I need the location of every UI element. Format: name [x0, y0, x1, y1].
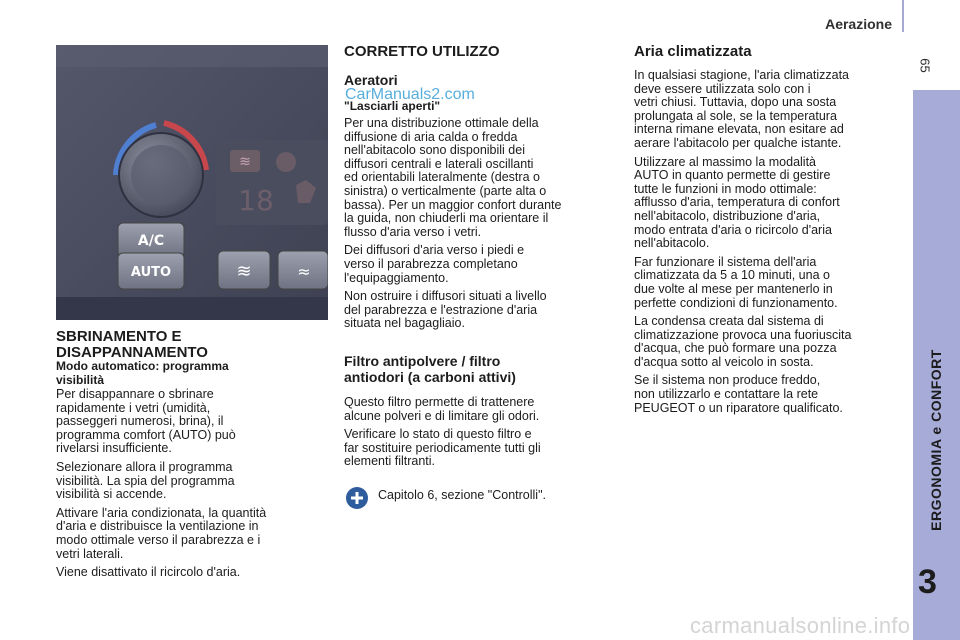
ac-button-label: A/C [137, 233, 165, 249]
ac-paragraph-2: Utilizzare al massimo la modalità AUTO in quanto permette di gestire tutte le funzioni in modo ottimale: afflusso d'aria, temperatura di confort nell'abitacolo, distribuzione d'aria, modo entrata d'aria o ricircolo d'aria nell'abitacolo. [634, 154, 840, 251]
defrost-subheading: Modo automatico: programma visibilità [56, 359, 229, 387]
footer-watermark: carmanualsonline.info [690, 613, 911, 638]
chapter-label: ERGONOMIA e CONFORT [928, 349, 944, 531]
ac-text [634, 69, 906, 420]
filter-paragraph-1: Questo filtro permette di trattenere alcune polveri e di limitare gli odori. [344, 395, 540, 423]
site-watermark: CarManuals2.com [345, 86, 475, 103]
defrost-paragraph-3: Attivare l'aria condizionata, la quantità d'aria e distribuisce la ventilazione in modo ottimale verso il parabrezza e i vetri laterali. [56, 505, 267, 561]
defrost-paragraph-2: Selezionare allora il programma visibilità. La spia del programma visibilità si accende. [56, 459, 235, 502]
svg-text:≋: ≋ [239, 154, 251, 170]
see-also-reference: Capitolo 6, sezione "Controlli". [378, 488, 546, 502]
ac-paragraph-1: In qualsiasi stagione, l'aria climatizzata deve essere utilizzata solo con i vetri chiusi. Tuttavia, dopo una sosta prolungata al sole, se la temperatura interna rimane elevata, non esitare ad aerare l'abitacolo per qualche istante. [634, 68, 849, 150]
defrost-heading: SBRINAMENTO E DISAPPANNAMENTO [56, 328, 208, 361]
defrost-paragraph-1: Per disappannare o sbrinare rapidamente i vetri (umidità, passeggeri numerosi, brina), il programma comfort (AUTO) può rivelarsi insufficiente. [56, 387, 236, 456]
page-header-title: Aerazione [825, 16, 892, 32]
vents-heading: Aeratori [344, 72, 398, 88]
vents-text [344, 117, 606, 336]
filter-heading: Filtro antipolvere / filtro antiodori (a carboni attivi) [344, 353, 516, 385]
ac-paragraph-4: La condensa creata dal sistema di climatizzazione provoca una fuoriuscita d'acqua, che può formare una pozza d'acqua sotto al veicolo in sosta. [634, 314, 852, 369]
vents-paragraph-3: Non ostruire i diffusori situati a livello del parabrezza e l'estrazione d'aria situata nel bagagliaio. [344, 289, 547, 331]
filter-text [344, 396, 606, 474]
svg-text:≈: ≈ [297, 262, 311, 281]
ac-heading: Aria climatizzata [634, 43, 752, 60]
climate-control-photo [56, 45, 328, 320]
header-divider [902, 0, 904, 32]
vents-quote: "Lasciarli aperti" [344, 99, 441, 113]
filter-paragraph-2: Verificare lo stato di questo filtro e far sostituire periodicamente tutti gli elementi filtranti. [344, 427, 541, 469]
plus-icon [346, 487, 368, 509]
vents-paragraph-1: Per una distribuzione ottimale della diffusione di aria calda o fredda nell'abitacolo sono disponibili dei diffusori centrali e laterali oscillanti ed orientabili lateralmente (destra o sinistra) o verticalmente (parte alta o bassa). Per un maggior confort durante la guida, non chiuderli ma orientare il flusso d'aria verso i vetri. [344, 116, 562, 239]
defrost-paragraph-4: Viene disattivato il ricircolo d'aria. [56, 565, 241, 580]
vents-paragraph-2: Dei diffusori d'aria verso i piedi e verso il parabrezza completano l'equipaggiamento. [344, 243, 525, 285]
page-number: 65 [917, 58, 933, 73]
display-digits: 18 [238, 184, 274, 217]
ac-paragraph-3: Far funzionare il sistema dell'aria climatizzata da 5 a 10 minuti, una o due volte al mese per mantenerlo in perfette condizioni di funzionamento. [634, 254, 838, 310]
defrost-text [56, 388, 318, 585]
chapter-number: 3 [918, 563, 937, 601]
usage-heading: CORRETTO UTILIZZO [344, 43, 500, 60]
auto-button-label: AUTO [130, 265, 172, 280]
ac-paragraph-5: Se il sistema non produce freddo, non utilizzarlo e contattare la rete PEUGEOT o un riparatore qualificato. [634, 373, 843, 415]
svg-text:≋: ≋ [236, 261, 252, 282]
